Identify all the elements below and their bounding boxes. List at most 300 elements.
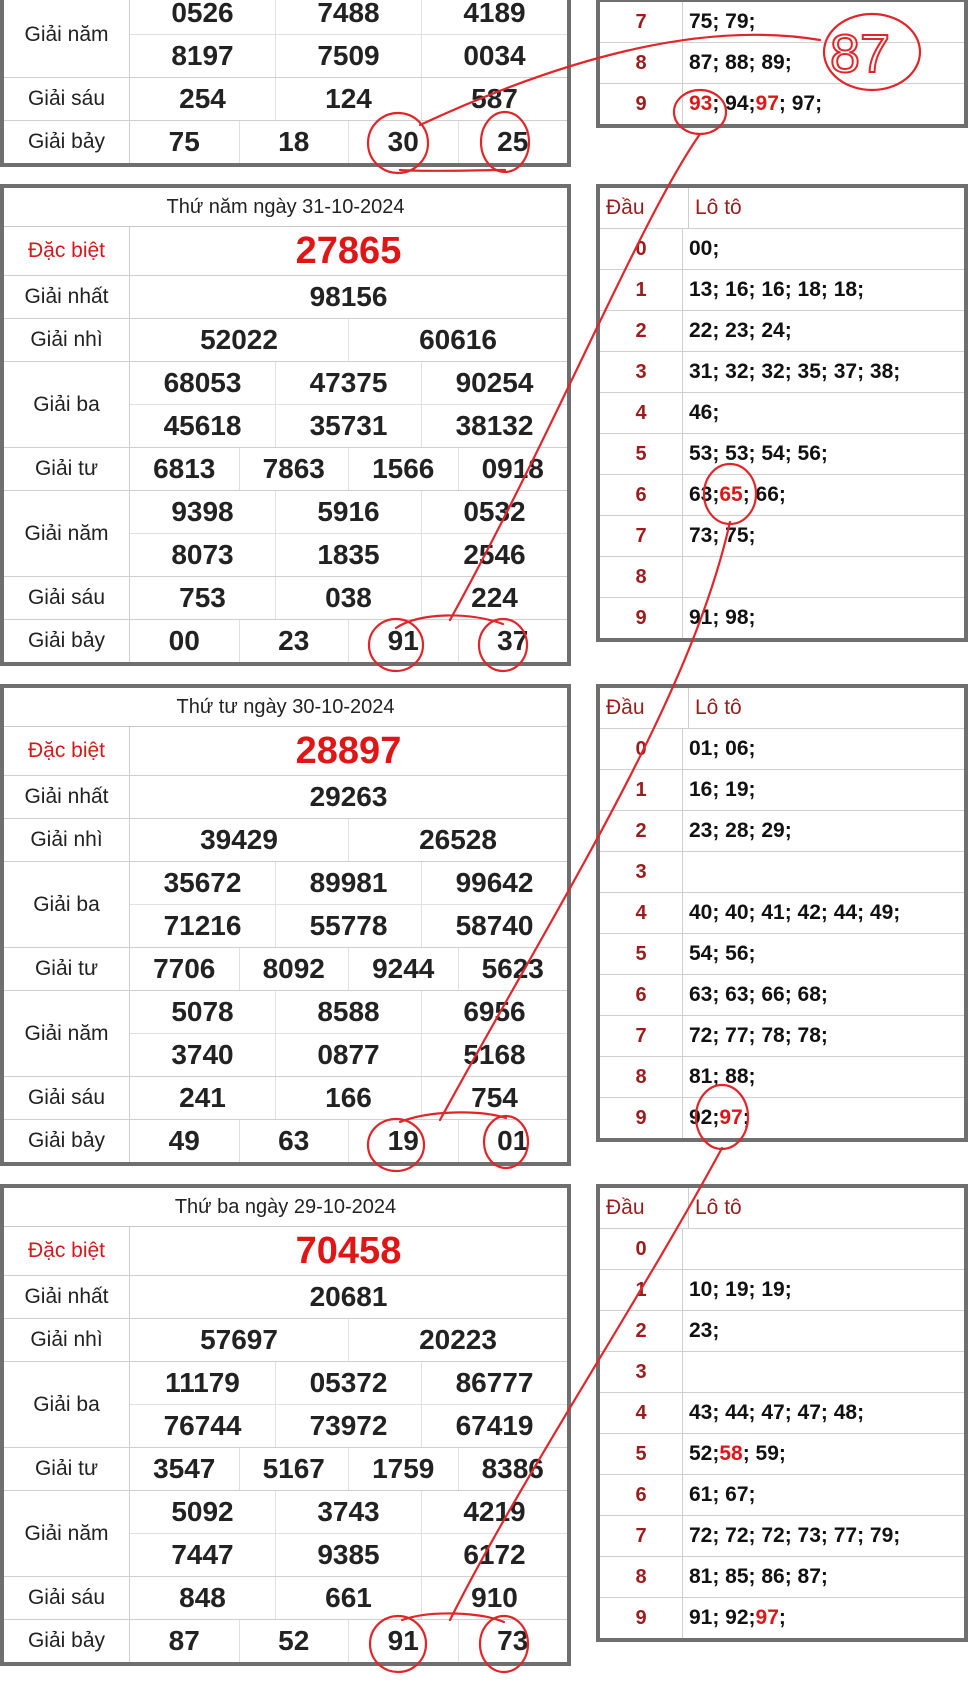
prize-number: 7706 [153, 953, 216, 984]
loto-values: 92; 97 ; [689, 1106, 750, 1129]
prize-number: 45618 [163, 410, 242, 441]
loto-row [600, 2, 964, 43]
prize-number: 5623 [458, 948, 568, 990]
prize-line [130, 1448, 567, 1490]
result-date-header: Thứ năm ngày 31-10-2024 [4, 188, 567, 227]
prize-number: 848 [179, 1582, 226, 1613]
result-date-header: Thứ tư ngày 30-10-2024 [4, 688, 567, 727]
prize-number: 7509 [275, 35, 421, 77]
loto-values: 91; 92; 97 ; [689, 1606, 786, 1629]
prize-values [130, 1448, 567, 1490]
prize-row [4, 0, 567, 78]
loto-values: 81; 88; [689, 1065, 756, 1088]
loto-dau: 3 [600, 352, 683, 392]
special-prize-number: 27865 [295, 229, 402, 272]
prize-row [4, 1491, 567, 1577]
prize-number: 038 [275, 577, 421, 619]
prize-number: 11179 [165, 1367, 240, 1398]
prize-number: 124 [275, 78, 421, 120]
prize-number: 55778 [275, 905, 421, 947]
prize-values [130, 1362, 567, 1447]
loto-row [600, 352, 964, 393]
prize-label: Giải năm [4, 0, 130, 77]
prize-number: 23 [239, 620, 349, 662]
prize-row [4, 448, 567, 491]
loto-row [600, 1475, 964, 1516]
loto-dau: 3 [600, 1352, 683, 1392]
prize-row [4, 78, 567, 121]
loto-dau: 0 [600, 229, 683, 269]
loto-values: 40; 40; 41; 42; 44; 49; [689, 901, 901, 924]
prize-row [4, 1448, 567, 1491]
prize-values [130, 121, 567, 163]
loto-values: 00; [689, 237, 720, 260]
prize-number: 52022 [200, 324, 278, 355]
prize-line [130, 319, 567, 361]
loto-dau: 3 [600, 852, 683, 892]
prize-number: 19 [348, 1120, 458, 1162]
prize-label: Giải tư [4, 948, 130, 990]
prize-number: 6172 [421, 1534, 567, 1576]
prize-number: 20223 [348, 1319, 567, 1361]
prize-row [4, 1577, 567, 1620]
loto-values: 93 ; 94; 97 ; 97; [689, 92, 823, 115]
prize-number: 6813 [153, 453, 216, 484]
prize-row [4, 1120, 567, 1162]
loto-dau: 4 [600, 893, 683, 933]
loto-row [600, 770, 964, 811]
prize-number: 98156 [309, 281, 388, 312]
prize-line [130, 1319, 567, 1361]
prize-row [4, 1319, 567, 1362]
loto-dau: 4 [600, 1393, 683, 1433]
highlighted-number: 93 [689, 92, 713, 115]
prize-values [130, 1491, 567, 1576]
prize-number: 35672 [163, 867, 242, 898]
loto-values: 01; 06; [689, 737, 756, 760]
prize-number: 753 [179, 582, 226, 613]
prize-number: 5916 [275, 491, 421, 533]
loto-row [600, 84, 964, 124]
loto-header-loto: Lô tô [695, 196, 742, 219]
prize-line [130, 1577, 567, 1619]
loto-values: 53; 53; 54; 56; [689, 442, 828, 465]
prize-values [130, 862, 567, 947]
prize-line [130, 34, 567, 77]
loto-dau: 1 [600, 270, 683, 310]
prize-label: Giải sáu [4, 78, 130, 120]
prize-number: 0918 [458, 448, 568, 490]
prize-label: Giải sáu [4, 1577, 130, 1619]
loto-dau: 8 [600, 1057, 683, 1097]
prize-values [130, 991, 567, 1076]
prize-number: 29263 [309, 781, 388, 812]
loto-row [600, 43, 964, 84]
prize-number: 7488 [275, 0, 421, 34]
loto-header-dau: Đầu [600, 1188, 689, 1228]
prize-number: 87 [168, 1625, 200, 1656]
prize-number: 73 [458, 1620, 568, 1662]
loto-row [600, 1098, 964, 1138]
loto-row [600, 1016, 964, 1057]
prize-number: 661 [275, 1577, 421, 1619]
prize-values [130, 1227, 567, 1275]
loto-row [600, 1352, 964, 1393]
loto-dau: 6 [600, 975, 683, 1015]
prize-number: 67419 [421, 1405, 567, 1447]
result-date-header: Thứ ba ngày 29-10-2024 [4, 1188, 567, 1227]
loto-values: 72; 72; 72; 73; 77; 79; [689, 1524, 901, 1547]
loto-table [596, 684, 968, 1142]
prize-label: Đặc biệt [4, 227, 130, 275]
prize-number: 39429 [200, 824, 278, 855]
prize-number: 18 [239, 121, 349, 163]
loto-dau: 0 [600, 1229, 683, 1269]
prize-label: Giải ba [4, 862, 130, 947]
prize-number: 1566 [348, 448, 458, 490]
prize-label: Giải tư [4, 1448, 130, 1490]
prize-row [4, 991, 567, 1077]
prize-label: Đặc biệt [4, 727, 130, 775]
prize-line [130, 991, 567, 1033]
prize-values [130, 1276, 567, 1318]
prize-values [130, 448, 567, 490]
prize-number: 1759 [348, 1448, 458, 1490]
loto-values: 23; 28; 29; [689, 819, 792, 842]
prize-values [130, 948, 567, 990]
prize-number: 05372 [275, 1362, 421, 1404]
loto-dau: 2 [600, 811, 683, 851]
prize-label: Giải bảy [4, 1620, 130, 1662]
loto-row [600, 975, 964, 1016]
prize-values [130, 276, 567, 318]
loto-table [596, 184, 968, 642]
prize-values [130, 727, 567, 775]
prize-row [4, 819, 567, 862]
prize-line [130, 577, 567, 619]
prize-number: 9385 [275, 1534, 421, 1576]
prize-number: 1835 [275, 534, 421, 576]
prize-line [130, 227, 567, 275]
prize-number: 86777 [421, 1362, 567, 1404]
prize-label: Giải bảy [4, 121, 130, 163]
prize-label: Giải ba [4, 362, 130, 447]
loto-table [596, 1184, 968, 1642]
loto-header-row [600, 1188, 964, 1229]
prize-line [130, 1120, 567, 1162]
result-table [0, 1184, 571, 1666]
prize-line [130, 448, 567, 490]
prize-line [130, 819, 567, 861]
prize-values [130, 776, 567, 818]
loto-dau: 2 [600, 1311, 683, 1351]
prize-number: 166 [275, 1077, 421, 1119]
prize-label: Giải nhì [4, 319, 130, 361]
prize-number: 35731 [275, 405, 421, 447]
loto-values: 43; 44; 47; 47; 48; [689, 1401, 865, 1424]
highlighted-number: 58 [719, 1442, 743, 1465]
prize-number: 3740 [171, 1039, 234, 1070]
loto-values: 73; 75; [689, 524, 756, 547]
prize-line [130, 1533, 567, 1576]
prize-label: Giải năm [4, 491, 130, 576]
loto-row [600, 1434, 964, 1475]
prize-line [130, 948, 567, 990]
prize-number: 20681 [309, 1281, 388, 1312]
prize-number: 68053 [163, 367, 242, 398]
loto-values: 72; 77; 78; 78; [689, 1024, 828, 1047]
loto-row [600, 1557, 964, 1598]
prize-line [130, 776, 567, 818]
prize-line [130, 1227, 567, 1275]
loto-row [600, 1229, 964, 1270]
prize-number: 37 [458, 620, 568, 662]
special-prize-number: 70458 [295, 1229, 402, 1272]
loto-dau: 8 [600, 43, 683, 83]
prize-number: 25 [458, 121, 568, 163]
loto-row [600, 811, 964, 852]
prize-number: 00 [168, 625, 200, 656]
prize-number: 3743 [275, 1491, 421, 1533]
prize-values [130, 1577, 567, 1619]
prize-row [4, 577, 567, 620]
prize-number: 38132 [421, 405, 567, 447]
loto-dau: 4 [600, 393, 683, 433]
loto-values: 10; 19; 19; [689, 1278, 792, 1301]
prize-values [130, 1077, 567, 1119]
prize-number: 0532 [421, 491, 567, 533]
prize-number: 0034 [421, 35, 567, 77]
prize-number: 8386 [458, 1448, 568, 1490]
loto-dau: 2 [600, 311, 683, 351]
loto-values: 31; 32; 32; 35; 37; 38; [689, 360, 901, 383]
prize-number: 4189 [421, 0, 567, 34]
prize-label: Đặc biệt [4, 1227, 130, 1275]
prize-line [130, 362, 567, 404]
loto-row [600, 934, 964, 975]
prize-label: Giải sáu [4, 1077, 130, 1119]
loto-dau: 7 [600, 1516, 683, 1556]
prize-line [130, 78, 567, 120]
prize-label: Giải nhất [4, 276, 130, 318]
result-table [0, 684, 571, 1166]
prize-row [4, 276, 567, 319]
prize-row [4, 620, 567, 662]
prize-number: 52 [239, 1620, 349, 1662]
prize-values [130, 362, 567, 447]
prize-number: 0526 [171, 0, 234, 28]
prize-row [4, 227, 567, 276]
highlighted-number: 97 [755, 1606, 779, 1629]
note-87: 87 [830, 24, 891, 84]
prize-values [130, 819, 567, 861]
loto-dau: 1 [600, 770, 683, 810]
prize-number: 90254 [421, 362, 567, 404]
loto-values: 54; 56; [689, 942, 756, 965]
prize-line [130, 1033, 567, 1076]
prize-number: 47375 [275, 362, 421, 404]
prize-number: 8588 [275, 991, 421, 1033]
prize-label: Giải nhất [4, 1276, 130, 1318]
prize-label: Giải bảy [4, 1120, 130, 1162]
prize-line [130, 620, 567, 662]
prize-label: Giải bảy [4, 620, 130, 662]
result-table [0, 184, 571, 666]
prize-line [130, 1362, 567, 1404]
prize-number: 49 [168, 1125, 200, 1156]
prize-line [130, 1491, 567, 1533]
prize-line [130, 1404, 567, 1447]
prize-line [130, 0, 567, 34]
prize-number: 58740 [421, 905, 567, 947]
prize-row [4, 121, 567, 163]
loto-table [596, 0, 968, 128]
loto-dau: 8 [600, 1557, 683, 1597]
prize-number: 57697 [200, 1324, 278, 1355]
prize-values [130, 491, 567, 576]
loto-row [600, 434, 964, 475]
loto-dau: 9 [600, 1598, 683, 1638]
prize-number: 89981 [275, 862, 421, 904]
loto-row [600, 311, 964, 352]
prize-number: 5167 [239, 1448, 349, 1490]
loto-dau: 0 [600, 729, 683, 769]
loto-dau: 9 [600, 84, 683, 124]
prize-line [130, 1077, 567, 1119]
prize-number: 254 [179, 83, 226, 114]
prize-row [4, 1620, 567, 1662]
prize-number: 26528 [348, 819, 567, 861]
special-prize-number: 28897 [295, 729, 402, 772]
prize-values [130, 0, 567, 77]
prize-number: 63 [239, 1120, 349, 1162]
prize-line [130, 276, 567, 318]
loto-dau: 1 [600, 1270, 683, 1310]
loto-dau: 7 [600, 1016, 683, 1056]
loto-values [683, 852, 964, 892]
prize-label: Giải tư [4, 448, 130, 490]
prize-line [130, 862, 567, 904]
prize-number: 7863 [239, 448, 349, 490]
loto-row [600, 1270, 964, 1311]
loto-values [683, 557, 964, 597]
loto-values: 52; 58 ; 59; [689, 1442, 786, 1465]
loto-row [600, 229, 964, 270]
prize-number: 60616 [348, 319, 567, 361]
prize-label: Giải nhất [4, 776, 130, 818]
prize-row [4, 1276, 567, 1319]
loto-row [600, 475, 964, 516]
prize-number: 75 [168, 126, 200, 157]
prize-number: 6956 [421, 991, 567, 1033]
loto-dau: 7 [600, 516, 683, 556]
highlighted-number: 97 [755, 92, 779, 115]
loto-row [600, 852, 964, 893]
prize-row [4, 362, 567, 448]
loto-values: 63; 63; 66; 68; [689, 983, 828, 1006]
loto-dau: 5 [600, 1434, 683, 1474]
prize-number: 910 [421, 1577, 567, 1619]
prize-number: 99642 [421, 862, 567, 904]
prize-line [130, 121, 567, 163]
loto-dau: 5 [600, 434, 683, 474]
prize-number: 8073 [171, 539, 234, 570]
prize-values [130, 319, 567, 361]
loto-header-dau: Đầu [600, 688, 689, 728]
loto-values [683, 1229, 964, 1269]
loto-values: 46; [689, 401, 720, 424]
prize-row [4, 1362, 567, 1448]
prize-line [130, 404, 567, 447]
loto-row [600, 393, 964, 434]
prize-number: 73972 [275, 1405, 421, 1447]
highlighted-number: 97 [719, 1106, 743, 1129]
prize-label: Giải năm [4, 991, 130, 1076]
prize-line [130, 533, 567, 576]
prize-number: 91 [348, 1620, 458, 1662]
prize-row [4, 1227, 567, 1276]
loto-values: 61; 67; [689, 1483, 756, 1506]
prize-row [4, 862, 567, 948]
prize-number: 91 [348, 620, 458, 662]
loto-header-row [600, 688, 964, 729]
loto-values [683, 1352, 964, 1392]
prize-values [130, 1620, 567, 1662]
prize-line [130, 1276, 567, 1318]
prize-row [4, 727, 567, 776]
loto-values: 81; 85; 86; 87; [689, 1565, 828, 1588]
prize-number: 587 [421, 78, 567, 120]
prize-values [130, 577, 567, 619]
prize-line [130, 904, 567, 947]
prize-number: 9398 [171, 496, 234, 527]
loto-row [600, 557, 964, 598]
loto-header-row [600, 188, 964, 229]
loto-row [600, 1057, 964, 1098]
loto-dau: 7 [600, 2, 683, 42]
prize-label: Giải ba [4, 1362, 130, 1447]
prize-number: 76744 [163, 1410, 242, 1441]
prize-number: 224 [421, 577, 567, 619]
loto-row [600, 729, 964, 770]
loto-dau: 9 [600, 1098, 683, 1138]
prize-number: 8092 [239, 948, 349, 990]
link-top [400, 170, 505, 171]
loto-values: 16; 19; [689, 778, 756, 801]
prize-number: 754 [421, 1077, 567, 1119]
prize-label: Giải nhì [4, 1319, 130, 1361]
prize-number: 241 [179, 1082, 226, 1113]
prize-values [130, 620, 567, 662]
prize-number: 9244 [348, 948, 458, 990]
prize-line [130, 491, 567, 533]
loto-values: 13; 16; 16; 18; 18; [689, 278, 865, 301]
prize-label: Giải sáu [4, 577, 130, 619]
prize-row [4, 1077, 567, 1120]
prize-number: 5078 [171, 996, 234, 1027]
prize-number: 7447 [171, 1539, 234, 1570]
loto-values: 22; 23; 24; [689, 319, 792, 342]
highlighted-number: 65 [719, 483, 743, 506]
loto-row [600, 1311, 964, 1352]
prize-row [4, 491, 567, 577]
loto-values: 63; 65 ; 66; [689, 483, 786, 506]
loto-header-loto: Lô tô [695, 696, 742, 719]
prize-number: 8197 [171, 40, 234, 71]
loto-header-dau: Đầu [600, 188, 689, 228]
loto-row [600, 516, 964, 557]
prize-line [130, 727, 567, 775]
